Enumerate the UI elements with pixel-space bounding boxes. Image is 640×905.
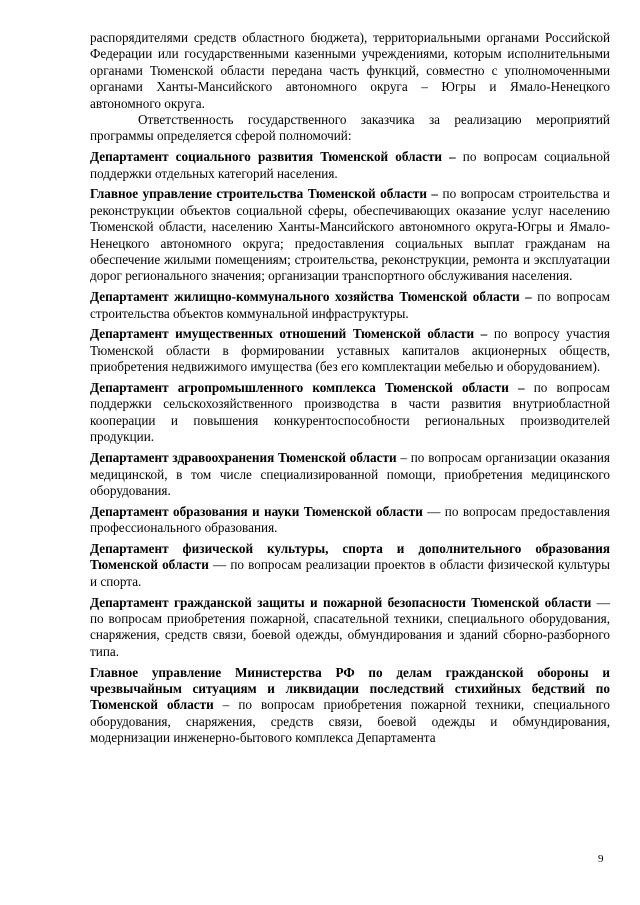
department-text: по вопросам поддержки сельскохозяйственного производства в части развития внутриобластной кооперации и повышения конкурентоспособности региональных производителей продукции.	[90, 380, 611, 445]
department-name: Департамент социального развития Тюменской области –	[90, 149, 456, 165]
department-physical-culture-sport	[90, 541, 610, 590]
department-emergency-ministry	[90, 665, 610, 747]
department-construction	[90, 186, 610, 284]
intro-paragraph: распорядителями средств областного бюджета), территориальными органами Российской Федерации или государственными казенными учреждениями, которым исполнительными органами Тюменской области передана часть функций, совместно с уполномоченными органами Ханты-Мансийского автономного округа – Югры и Ямало-Ненецкого автономного округа.	[90, 30, 610, 111]
department-agro-industrial	[90, 380, 610, 446]
department-name: Главное управление Министерства РФ по делам гражданской обороны и чрезвычайным ситуациям и ликвидации последствий стихийных бедствий по Тюменской области	[90, 664, 610, 713]
department-name: Департамент здравоохранения Тюменской области	[90, 450, 397, 466]
page-number: 9	[598, 853, 604, 865]
department-text: — по вопросам приобретения пожарной, спасательной техники, специального оборудования, снаряжения, средств связи, боевой одежды, обмундирования и зданий сборно-разборного типа.	[90, 594, 610, 659]
department-healthcare	[90, 450, 610, 499]
department-text: по вопросам социальной поддержки отдельных категорий населения.	[90, 149, 610, 181]
department-text: – по вопросам организации оказания медицинской, в том числе специализированной помощи, приобретения медицинского оборудования.	[90, 450, 610, 498]
department-housing-utilities	[90, 289, 610, 322]
department-name: Департамент физической культуры, спорта и дополнительного образования Тюменской области	[90, 540, 610, 573]
department-civil-protection-fire-safety	[90, 595, 610, 661]
responsibility-paragraph: Ответственность государственного заказчика за реализацию мероприятий программы определяется сферой полномочий:	[90, 112, 610, 144]
department-name: Главное управление строительства Тюменской области –	[90, 186, 439, 202]
department-name: Департамент агропромышленного комплекса Тюменской области –	[90, 380, 525, 396]
department-text: – по вопросам приобретения пожарной техники, специального оборудования, снаряжения, средств связи, боевой одежды и обмундирования, модернизации инженерно-бытового комплекса Департамента	[90, 697, 610, 746]
department-text: по вопросам строительства объектов коммунальной инфраструктуры.	[90, 289, 610, 321]
document-page	[90, 30, 610, 747]
department-text: — по вопросам реализации проектов в области физической культуры и спорта.	[90, 557, 611, 589]
department-name: Департамент имущественных отношений Тюменской области –	[90, 326, 488, 342]
department-text: по вопросам строительства и реконструкции объектов социальной сферы, обеспечивающих оказание услуг населению Тюменской области, населению Ханты-Мансийского автономного округа-Югры и Ямало-Ненецкого автономного округа; предоставления социальных выплат гражданам на обеспечение жилыми помещениям; строительства, реконструкции, ремонта и эксплуатации дорог регионального значения; организации транспортного обслуживания населения.	[90, 186, 610, 284]
department-name: Департамент жилищно-коммунального хозяйства Тюменской области –	[90, 289, 532, 305]
department-education-science	[90, 504, 610, 537]
department-text: — по вопросам предоставления профессионального образования.	[90, 503, 610, 536]
department-text: по вопросу участия Тюменской области в формировании уставных капиталов акционерных обществ, приобретения недвижимого имущества (без его комплектации мебелью и оборудованием).	[90, 326, 610, 375]
department-social-development	[90, 149, 610, 182]
department-property-relations	[90, 326, 610, 375]
department-name: Департамент образования и науки Тюменской области	[90, 503, 423, 519]
department-name: Департамент гражданской защиты и пожарной безопасности Тюменской области	[90, 594, 592, 610]
